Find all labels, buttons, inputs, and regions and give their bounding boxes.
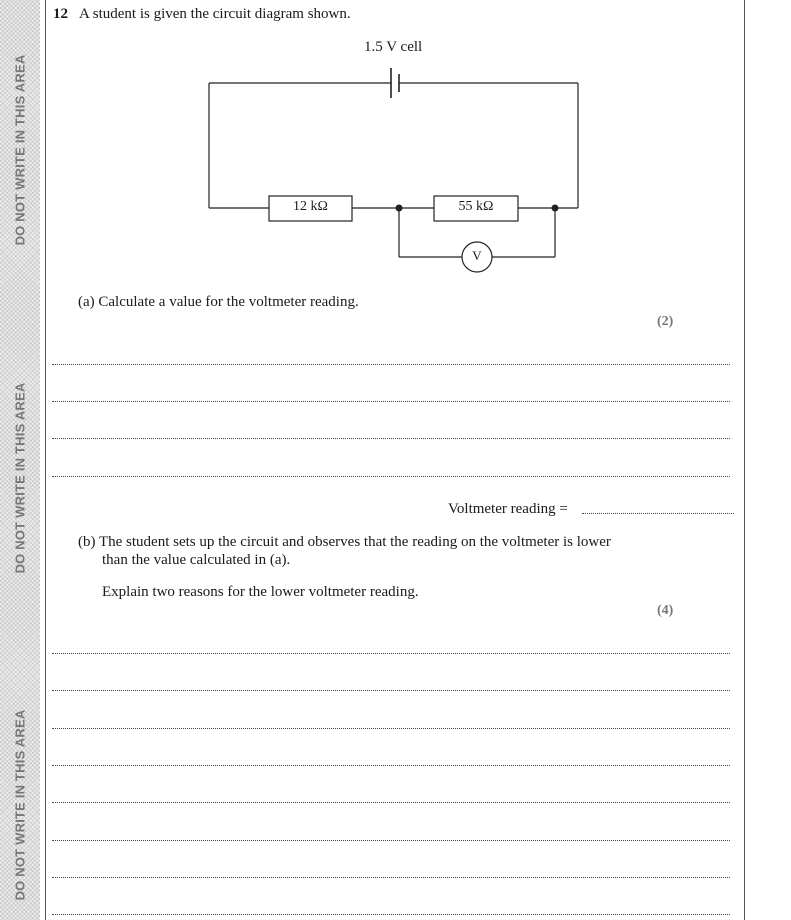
answer-line-b2[interactable] — [52, 690, 730, 691]
voltmeter-label: V — [472, 248, 482, 263]
part-b-marks: (4) — [657, 603, 674, 618]
part-a-marks: (2) — [657, 314, 674, 329]
question-number: 12 — [53, 6, 68, 22]
resistor-55k-label: 55 kΩ — [458, 199, 494, 214]
resistor-12k-label: 12 kΩ — [293, 199, 328, 214]
answer-line-a3[interactable] — [52, 438, 730, 439]
margin-warning-bottom: DO NOT WRITE IN THIS AREA — [12, 709, 28, 901]
margin-warning-top: DO NOT WRITE IN THIS AREA — [12, 54, 28, 246]
answer-line-b3[interactable] — [52, 728, 730, 729]
answer-line-b7[interactable] — [52, 877, 730, 878]
part-b-instruction: Explain two reasons for the lower voltmeter reading. — [102, 584, 419, 600]
answer-line-b6[interactable] — [52, 840, 730, 841]
part-a-question: (a) Calculate a value for the voltmeter reading. — [78, 294, 359, 310]
junction-left — [396, 205, 403, 212]
question-stem: A student is given the circuit diagram shown. — [79, 6, 351, 22]
answer-line-a1[interactable] — [52, 364, 730, 365]
answer-line-a4[interactable] — [52, 476, 730, 477]
answer-line-b1[interactable] — [52, 653, 730, 654]
answer-line-a2[interactable] — [52, 401, 730, 402]
answer-line-b8[interactable] — [52, 914, 730, 915]
cell-label: 1.5 V cell — [364, 39, 423, 55]
part-b-question-line2: than the value calculated in (a). — [102, 552, 291, 568]
answer-line-b5[interactable] — [52, 802, 730, 803]
answer-line-b4[interactable] — [52, 765, 730, 766]
part-b-question-line1: (b) The student sets up the circuit and observes that the reading on the voltmeter is lower — [78, 534, 611, 550]
junction-right — [552, 205, 559, 212]
voltmeter-reading-label: Voltmeter reading = — [448, 501, 568, 517]
voltmeter-reading-answer[interactable] — [582, 513, 734, 514]
margin-warning-middle: DO NOT WRITE IN THIS AREA — [12, 382, 28, 574]
